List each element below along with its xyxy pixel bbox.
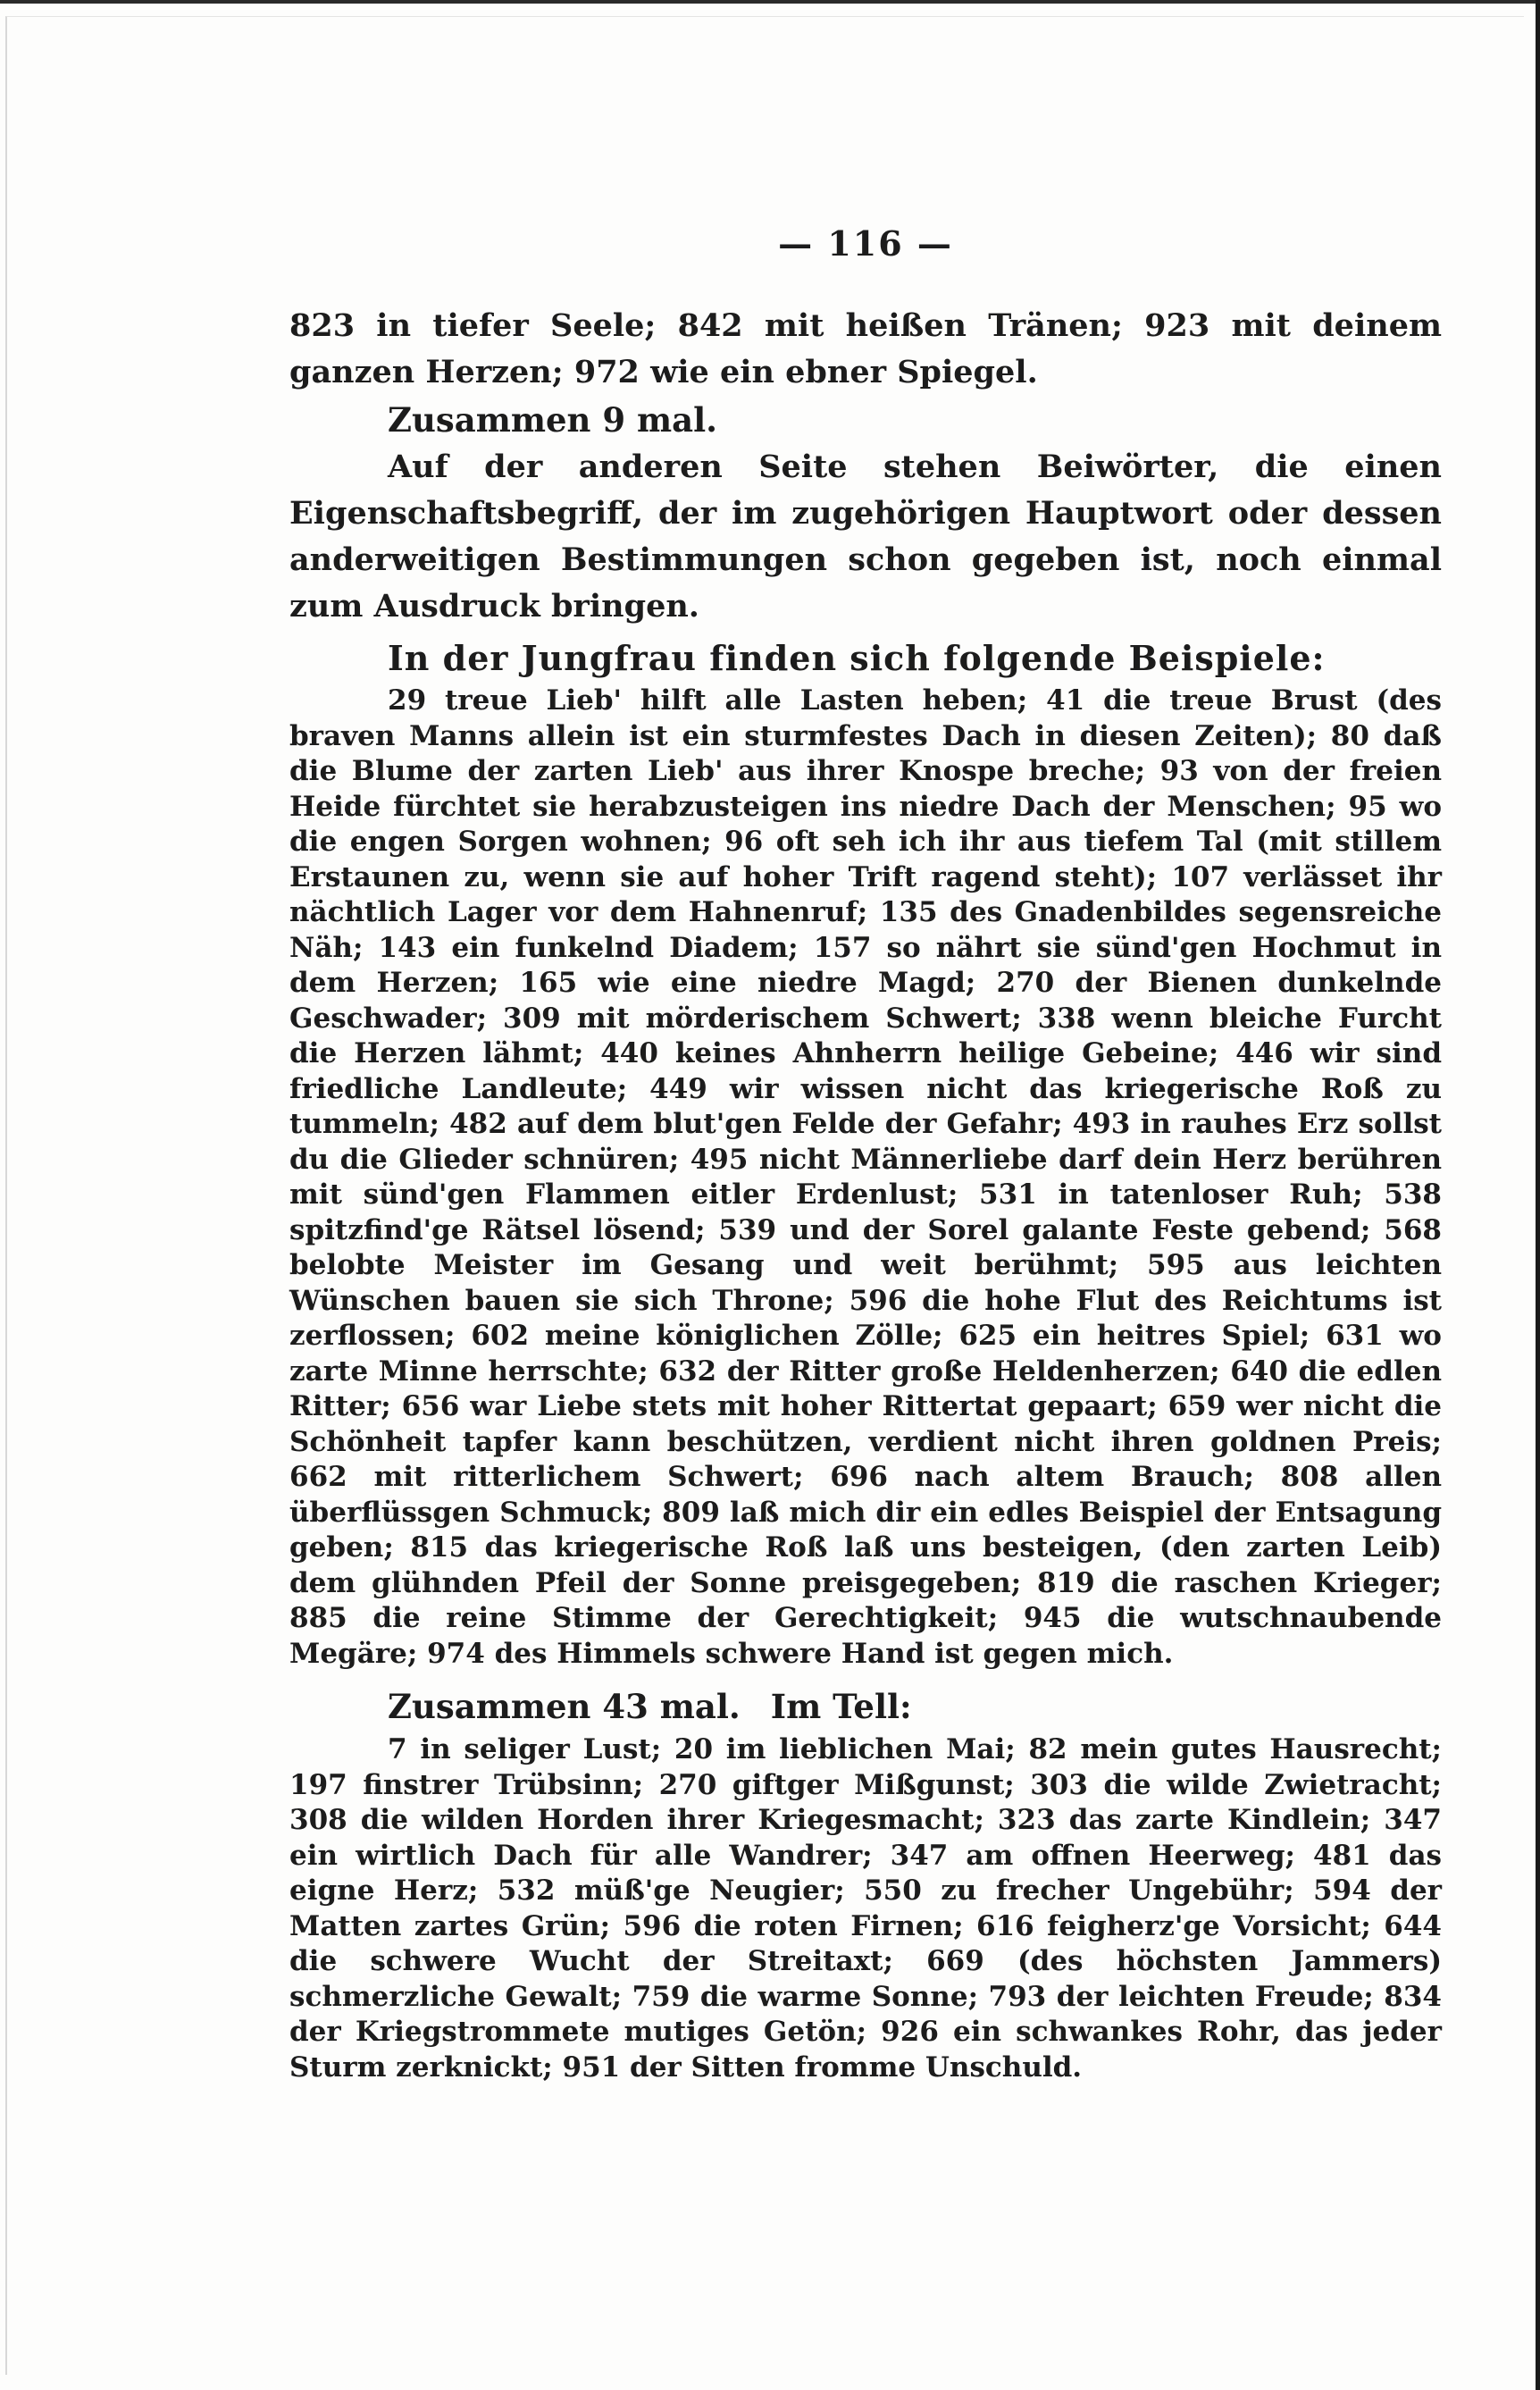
total-count-1: Zusammen 9 mal. bbox=[388, 400, 718, 440]
scan-border-top bbox=[0, 0, 1540, 4]
total-count-2: Zusammen 43 mal. bbox=[388, 1687, 741, 1726]
total-and-tell-line bbox=[388, 1681, 1442, 1732]
continuation-paragraph: 823 in tiefer Seele; 842 mit heißen Tränen; 923 mit deinem ganzen Herzen; 972 wie ein ebner Spiegel. bbox=[289, 307, 1442, 390]
jungfrau-heading: In der Jungfrau finden sich folgende Beispiele: bbox=[388, 638, 1326, 678]
text-column bbox=[289, 223, 1442, 2085]
intro-paragraph: Auf der anderen Seite stehen Beiwörter, die einen Eigenschaftsbegriff, der im zugehörigen Hauptwort oder dessen anderweitigen Bestimmungen schon gegeben ist, noch einmal zum Ausdruck bringen. bbox=[289, 449, 1442, 625]
scan-border-right bbox=[1536, 0, 1540, 2390]
page-number: — 116 — bbox=[778, 223, 953, 264]
tell-examples: 7 in seliger Lust; 20 im lieblichen Mai; 82 mein gutes Hausrecht; 197 finstrer Trübsinn; 270 giftger Mißgunst; 303 die wilde Zwietracht; 308 die wilden Horden ihrer Kriegesmacht; 323 das zarte Kindlein; 347 ein wirtlich Dach für alle Wandrer; 347 am offnen Heerweg; 481 das eigne Herz; 532 müß'ge Neugier; 550 zu frecher Ungebühr; 594 der Matten zartes Grün; 596 die roten Firnen; 616 feigherz'ge Vorsicht; 644 die schwere Wucht der Streitaxt; 669 (des höchsten Jammers) schmerzliche Gewalt; 759 die warme Sonne; 793 der leichten Freude; 834 der Kriegstrommete mutiges Getön; 926 ein schwankes Rohr, das jeder Sturm zerknickt; 951 der Sitten fromme Unschuld. bbox=[289, 1733, 1442, 2084]
tell-heading: Im Tell: bbox=[770, 1687, 912, 1726]
jungfrau-examples: 29 treue Lieb' hilft alle Lasten heben; 41 die treue Brust (des braven Manns allein ist ein sturmfestes Dach in diesen Zeiten); 80 daß die Blume der zarten Lieb' aus ihrer Knospe breche; 93 von der freien Heide fürchtet sie herabzusteigen ins niedre Dach der Menschen; 95 wo die engen Sorgen wohnen; 96 oft seh ich ihr aus tiefem Tal (mit stillem Erstaunen zu, wenn sie auf hoher Trift ragend steht); 107 verlässet ihr nächtlich Lager vor dem Hahnenruf; 135 des Gnadenbildes segensreiche Näh; 143 ein funkelnd Diadem; 157 so nährt sie sünd'gen Hochmut in dem Herzen; 165 wie eine niedre Magd; 270 der Bienen dunkelnde Geschwader; 309 mit mörderischem Schwert; 338 wenn bleiche Furcht die Herzen lähmt; 440 keines Ahnherrn heilige Gebeine; 446 wir sind friedliche Landleute; 449 wir wissen nicht das kriegerische Roß zu tummeln; 482 auf dem blut'gen Felde der Gefahr; 493 in rauhes Erz sollst du die Glieder schnüren; 495 nicht Männerliebe darf dein Herz berühren mit sünd'gen Flammen eitler Erdenlust; 531 in tatenloser Ruh; 538 spitzfind'ge Rätsel lösend; 539 und der Sorel galante Feste gebend; 568 belobte Meister im Gesang und weit berühmt; 595 aus leichten Wünschen bauen sie sich Throne; 596 die hohe Flut des Reichtums ist zerflossen; 602 meine königlichen Zölle; 625 ein heitres Spiel; 631 wo zarte Minne herrschte; 632 der Ritter große Heldenherzen; 640 die edlen Ritter; 656 war Liebe stets mit hoher Rittertat gepaart; 659 wer nicht die Schönheit tapfer kann beschützen, verdient nicht ihren goldnen Preis; 662 mit ritterlichem Schwert; 696 nach altem Brauch; 808 allen überflüssgen Schmuck; 809 laß mich dir ein edles Beispiel der Entsagung geben; 815 das kriegerische Roß laß uns besteigen, (den zarten Leib) dem glühnden Pfeil der Sonne preisgegeben; 819 die raschen Krieger; 885 die reine Stimme der Gerechtigkeit; 945 die wutschnaubende Megäre; 974 des Himmels schwere Hand ist gegen mich. bbox=[289, 684, 1442, 1670]
